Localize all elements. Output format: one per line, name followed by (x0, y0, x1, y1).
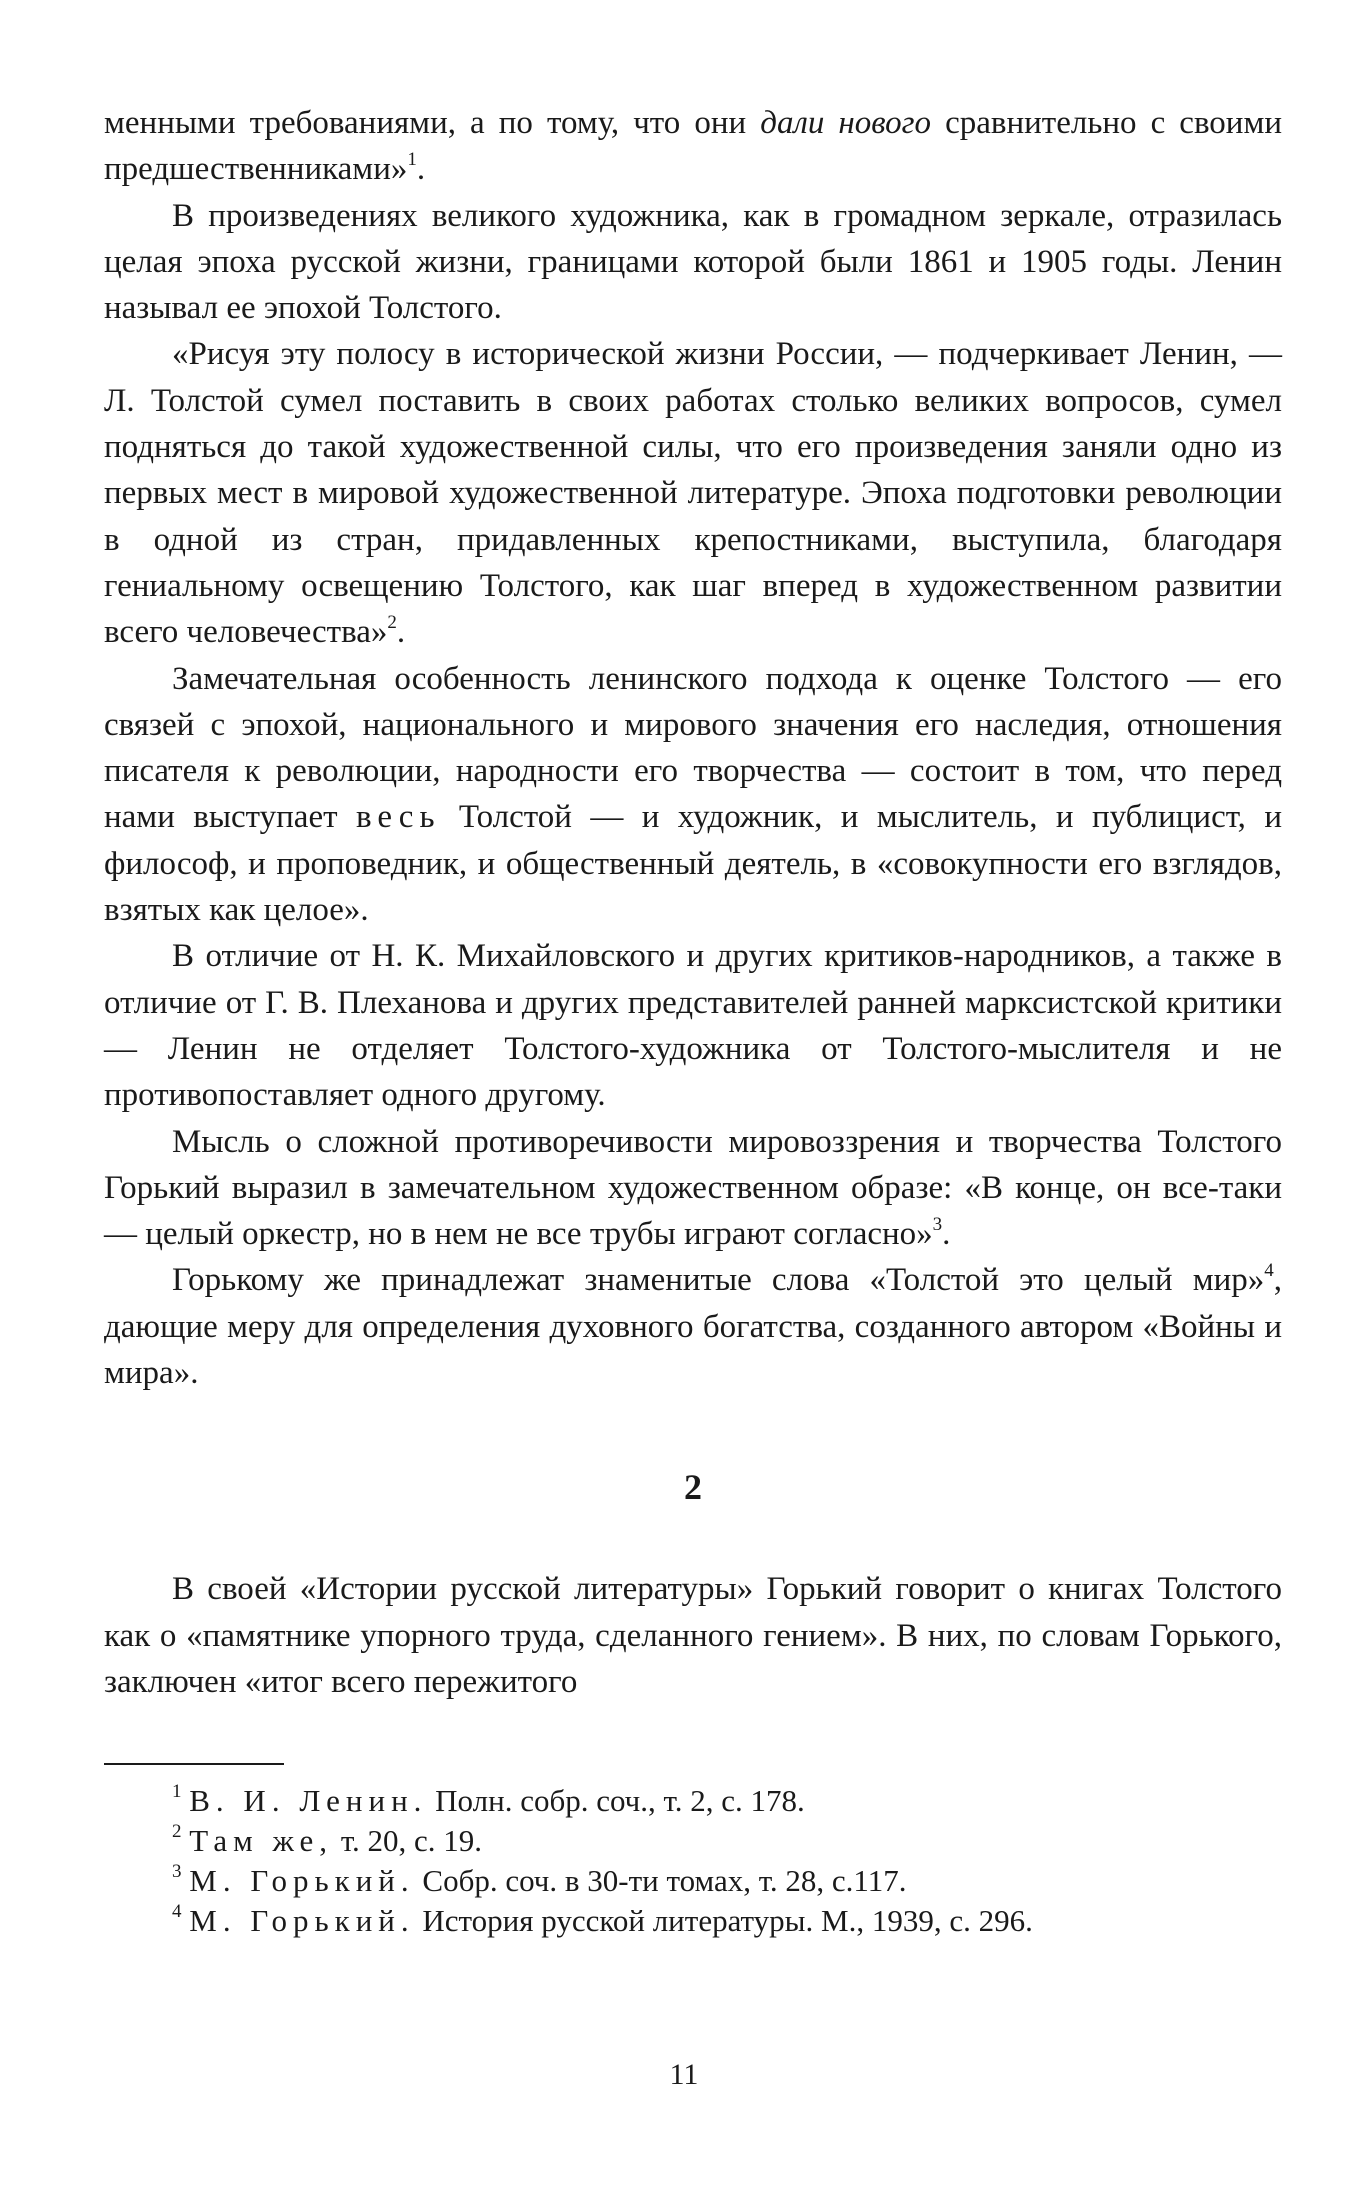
footnote-citation: т. 20, с. 19. (333, 1823, 483, 1859)
paragraph-7-text-b: , дающие меру для определения духовного богатства, созданного автором «Войны и мира». (104, 1262, 1282, 1392)
paragraph-7-text-a: Горькому же принадлежат знаменитые слова «Толстой это целый мир» (172, 1262, 1265, 1299)
footnote-number: 4 (172, 1901, 182, 1923)
page-content (104, 100, 1282, 1941)
paragraph-5: В отличие от Н. К. Михайловского и других критиков-народников, а также в отличие от Г. В. Плеханова и других представителей ранней марксистской критики — Ленин не отделяет Толстого-художника от Толстого-мыслителя и не противопоставляет одного другому. (104, 938, 1282, 1114)
footnote-4 (104, 1901, 1282, 1941)
paragraph-4-spaced-word: весь (355, 799, 441, 836)
footnote-2 (104, 1821, 1282, 1861)
footnote-citation: Полн. собр. соч., т. 2, с. 178. (427, 1783, 805, 1819)
paragraph-1-text-a: менными требованиями, а по тому, что они (104, 105, 761, 141)
footnote-author: Там же, (189, 1823, 334, 1859)
paragraph-4-text-a: Замечательная особенность ленинского подхода к оценке Толстого — его связей с эпохой, национального и мирового значения его наследия, отношения писателя к революции, народности его творчества — состоит в том, что перед нами выступает (104, 660, 1282, 836)
paragraph-3-end: . (396, 614, 406, 651)
page-number: 11 (669, 2058, 699, 2091)
footnote-number: 2 (172, 1821, 182, 1843)
footnote-number: 3 (172, 1861, 182, 1883)
paragraph-6 (104, 1119, 1282, 1258)
footnote-1 (104, 1781, 1282, 1821)
paragraph-8: В своей «Истории русской литературы» Горький говорит о книгах Толстого как о «памятнике упорного труда, сделанного гением». В них, по словам Горького, заключен «итог всего пережитого (104, 1571, 1282, 1700)
footnote-citation: История русской литературы. М., 1939, с. 296. (414, 1903, 1033, 1939)
main-text (104, 100, 1282, 1705)
paragraph-1 (104, 100, 1282, 193)
paragraph-3 (104, 331, 1282, 655)
paragraph-4 (104, 656, 1282, 934)
footnote-author: В. И. Ленин. (189, 1783, 428, 1819)
footnote-divider (104, 1763, 284, 1765)
footnote-3 (104, 1861, 1282, 1901)
footnote-ref-4: 4 (1264, 1260, 1274, 1282)
paragraph-1-emphasis: дали нового (760, 105, 932, 141)
footnote-author: М. Горький. (189, 1863, 415, 1899)
footnote-ref-3: 3 (932, 1214, 943, 1236)
footnote-number: 1 (172, 1781, 182, 1803)
paragraph-6-end: . (942, 1216, 951, 1253)
paragraph-7 (104, 1257, 1282, 1396)
paragraph-3-quote: «Рисуя эту полосу в исторической жизни России, — подчеркивает Ленин, — Л. Толстой сумел поставить в своих работах столько великих вопросов, сумел подняться до такой художественной силы, что его произведения заняли одно из первых мест в мировой художественной литературе. Эпоха подготовки революции в одной из стран, придавленных крепостниками, выступила, благодаря гениальному освещению Толстого, как шаг вперед в художественном развитии всего человечества» (104, 336, 1282, 651)
paragraph-2: В произведениях великого художника, как в громадном зеркале, отразилась целая эпоха русской жизни, границами которой были 1861 и 1905 годы. Ленин называл ее эпохой Толстого. (104, 197, 1282, 327)
section-number: 2 (684, 1467, 702, 1508)
paragraph-1-text-b: сравнительно с своими предшественниками» (104, 105, 1283, 188)
paragraph-4-text-b: Толстой — и художник, и мыслитель, и публицист, и философ, и проповедник, и общественный деятель, в «совокупности его взглядов, взятых как целое». (104, 799, 1282, 929)
footnote-author: М. Горький. (189, 1903, 415, 1939)
footnote-ref-2: 2 (387, 612, 397, 634)
paragraph-1-text-c: . (416, 151, 426, 188)
paragraph-6-text: Мысль о сложной противоречивости мировоззрения и творчества Толстого Горький выразил в замечательном художественном образе: «В конце, он все-таки — целый оркестр, но в нем не все трубы играют согласно» (104, 1123, 1282, 1253)
footnote-citation: Собр. соч. в 30-ти томах, т. 28, с.117. (414, 1863, 907, 1899)
footnote-ref-1: 1 (407, 149, 417, 171)
footnotes (104, 1781, 1282, 1941)
